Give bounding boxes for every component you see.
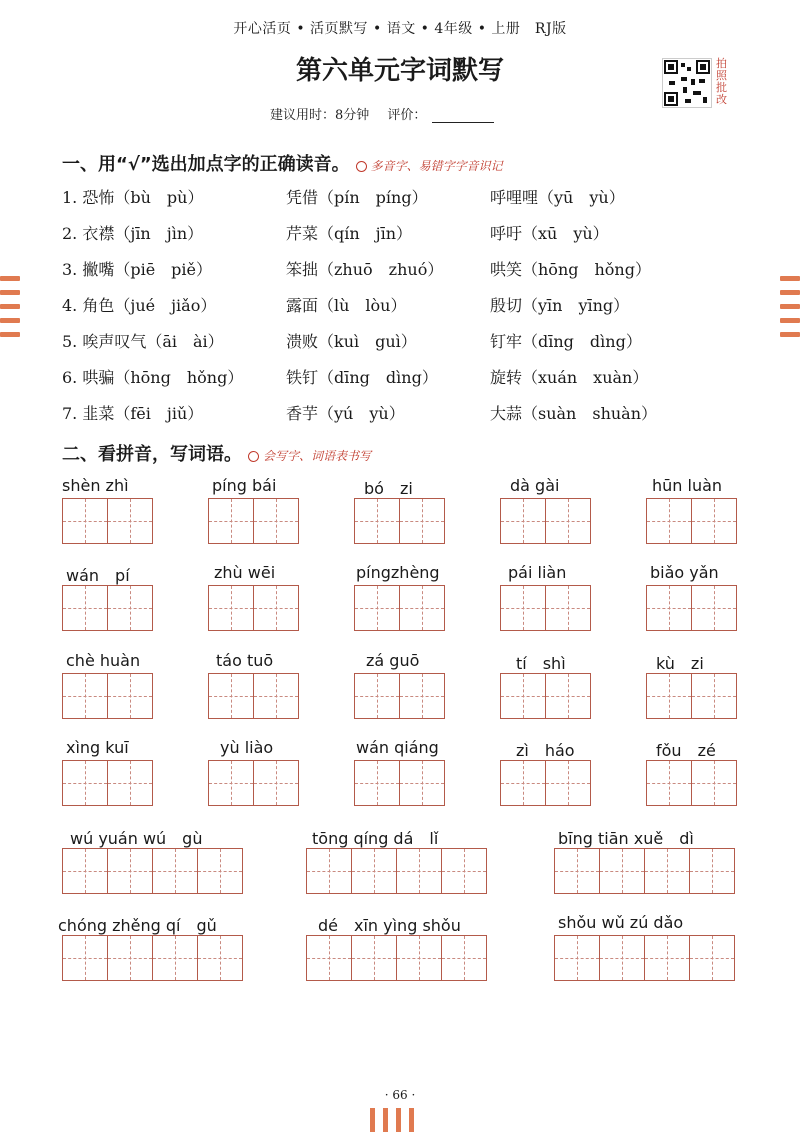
header: 开心活页 • 活页默写 • 语文 • 4年级 • 上册 RJ版 — [233, 21, 567, 37]
right-margin-marks — [780, 276, 800, 346]
writing-grid[interactable] — [306, 935, 487, 981]
writing-grid[interactable] — [554, 848, 735, 894]
pinyin-label: táo tuō — [216, 651, 274, 670]
writing-grid[interactable] — [208, 585, 299, 631]
time-label: 建议用时：8分钟 — [270, 108, 370, 123]
section1-tip-text: 多音字、易错字字音识记 — [370, 159, 503, 173]
s1-row5-c3: 钉牢（dīng dìng） — [490, 332, 642, 351]
section2-tip-text: 会写字、词语表书写 — [263, 449, 372, 463]
s1-row5-c2: 溃败（kuì guì） — [286, 332, 417, 351]
writing-grid[interactable] — [208, 673, 299, 719]
pinyin-label: píngzhèng — [356, 563, 440, 582]
s1-row3-c2: 笨拙（zhuō zhuó） — [286, 260, 444, 279]
s1-row6-c2: 铁钉（dīng dìng） — [286, 368, 438, 387]
s1-row6-c1: 6. 哄骗（hōng hǒng） — [62, 368, 244, 387]
section2-title-text: 二、看拼音，写词语。 — [62, 444, 242, 465]
pinyin-label: biǎo yǎn — [650, 563, 719, 582]
s1-row2-c3: 呼吁（xū yù） — [490, 224, 609, 243]
qr-code[interactable] — [662, 58, 712, 108]
pinyin-label: fǒu zé — [656, 741, 716, 760]
eval-blank — [432, 110, 494, 123]
left-margin-marks — [0, 276, 20, 346]
writing-grid[interactable] — [62, 935, 243, 981]
pinyin-label: zì háo — [516, 741, 575, 760]
eval-label: 评价： — [387, 108, 427, 123]
pinyin-label: dà gài — [510, 476, 560, 495]
writing-grid[interactable] — [500, 498, 591, 544]
writing-grid[interactable] — [500, 673, 591, 719]
writing-grid[interactable] — [646, 498, 737, 544]
pinyin-label: chóng zhěng qí gǔ — [58, 916, 217, 935]
pinyin-label: bīng tiān xuě dì — [558, 829, 694, 848]
writing-grid[interactable] — [500, 585, 591, 631]
writing-grid[interactable] — [646, 585, 737, 631]
s1-row1-c1: 1. 恐怖（bù pù） — [62, 188, 204, 207]
s1-row4-c1: 4. 角色（jué jiǎo） — [62, 296, 217, 315]
page-title: 第六单元字词默写 — [295, 56, 504, 86]
section2-title — [62, 440, 371, 466]
pinyin-label: zá guō — [366, 651, 420, 670]
pinyin-label: shèn zhì — [62, 476, 129, 495]
page-number: · 66 · — [384, 1088, 416, 1102]
pinyin-label: píng bái — [212, 476, 277, 495]
s1-row3-c1: 3. 撇嘴（piē piě） — [62, 260, 213, 279]
writing-grid[interactable] — [554, 935, 735, 981]
writing-grid[interactable] — [62, 760, 153, 806]
pinyin-label: tí shì — [516, 654, 566, 673]
writing-grid[interactable] — [62, 673, 153, 719]
writing-grid[interactable] — [646, 760, 737, 806]
pinyin-label: kù zi — [656, 654, 704, 673]
writing-grid[interactable] — [646, 673, 737, 719]
pinyin-label: tōng qíng dá lǐ — [312, 829, 439, 848]
s1-row1-c3: 呼哩哩（yū yù） — [490, 188, 625, 207]
writing-grid[interactable] — [354, 760, 445, 806]
s1-row5-c1: 5. 唉声叹气（āi ài） — [62, 332, 224, 351]
pinyin-label: wán qiáng — [356, 738, 439, 757]
pinyin-label: bó zi — [364, 479, 413, 498]
s1-row2-c1: 2. 衣襟（jīn jìn） — [62, 224, 204, 243]
section1-tip — [356, 159, 503, 173]
s1-row6-c3: 旋转（xuán xuàn） — [490, 368, 649, 387]
pinyin-label: yù liào — [220, 738, 274, 757]
bottom-binding-marks — [370, 1108, 414, 1132]
subtitle — [270, 104, 494, 123]
writing-grid[interactable] — [62, 585, 153, 631]
pinyin-label: zhù wēi — [214, 563, 276, 582]
section2-tip — [248, 449, 371, 463]
s1-row1-c2: 凭借（pín píng） — [286, 188, 428, 207]
writing-grid[interactable] — [208, 760, 299, 806]
s1-row2-c2: 芹菜（qín jīn） — [286, 224, 413, 243]
pinyin-label: xìng kuī — [66, 738, 129, 757]
writing-grid[interactable] — [306, 848, 487, 894]
pinyin-label: wú yuán wú gù — [70, 829, 203, 848]
writing-grid[interactable] — [62, 848, 243, 894]
writing-grid[interactable] — [62, 498, 153, 544]
pinyin-label: wán pí — [66, 566, 130, 585]
s1-row7-c3: 大蒜（suàn shuàn） — [490, 404, 658, 423]
s1-row4-c2: 露面（lù lòu） — [286, 296, 407, 315]
section1-title-text: 一、用“√”选出加点字的正确读音。 — [62, 154, 350, 175]
writing-grid[interactable] — [354, 585, 445, 631]
writing-grid[interactable] — [354, 498, 445, 544]
s1-row7-c2: 香芋（yú yù） — [286, 404, 405, 423]
section1-title — [62, 150, 503, 176]
scan-grade-label: 拍照批改 — [716, 57, 727, 106]
pinyin-label: hūn luàn — [652, 476, 723, 495]
s1-row4-c3: 殷切（yīn yīng） — [490, 296, 630, 315]
writing-grid[interactable] — [500, 760, 591, 806]
s1-row3-c3: 哄笑（hōng hǒng） — [490, 260, 651, 279]
tip-icon — [356, 161, 367, 172]
pinyin-label: shǒu wǔ zú dǎo — [558, 913, 684, 932]
tip-icon — [248, 451, 259, 462]
s1-row7-c1: 7. 韭菜（fēi jiǔ） — [62, 404, 204, 423]
pinyin-label: pái liàn — [508, 563, 567, 582]
pinyin-label: dé xīn yìng shǒu — [318, 916, 461, 935]
pinyin-label: chè huàn — [66, 651, 141, 670]
writing-grid[interactable] — [354, 673, 445, 719]
writing-grid[interactable] — [208, 498, 299, 544]
